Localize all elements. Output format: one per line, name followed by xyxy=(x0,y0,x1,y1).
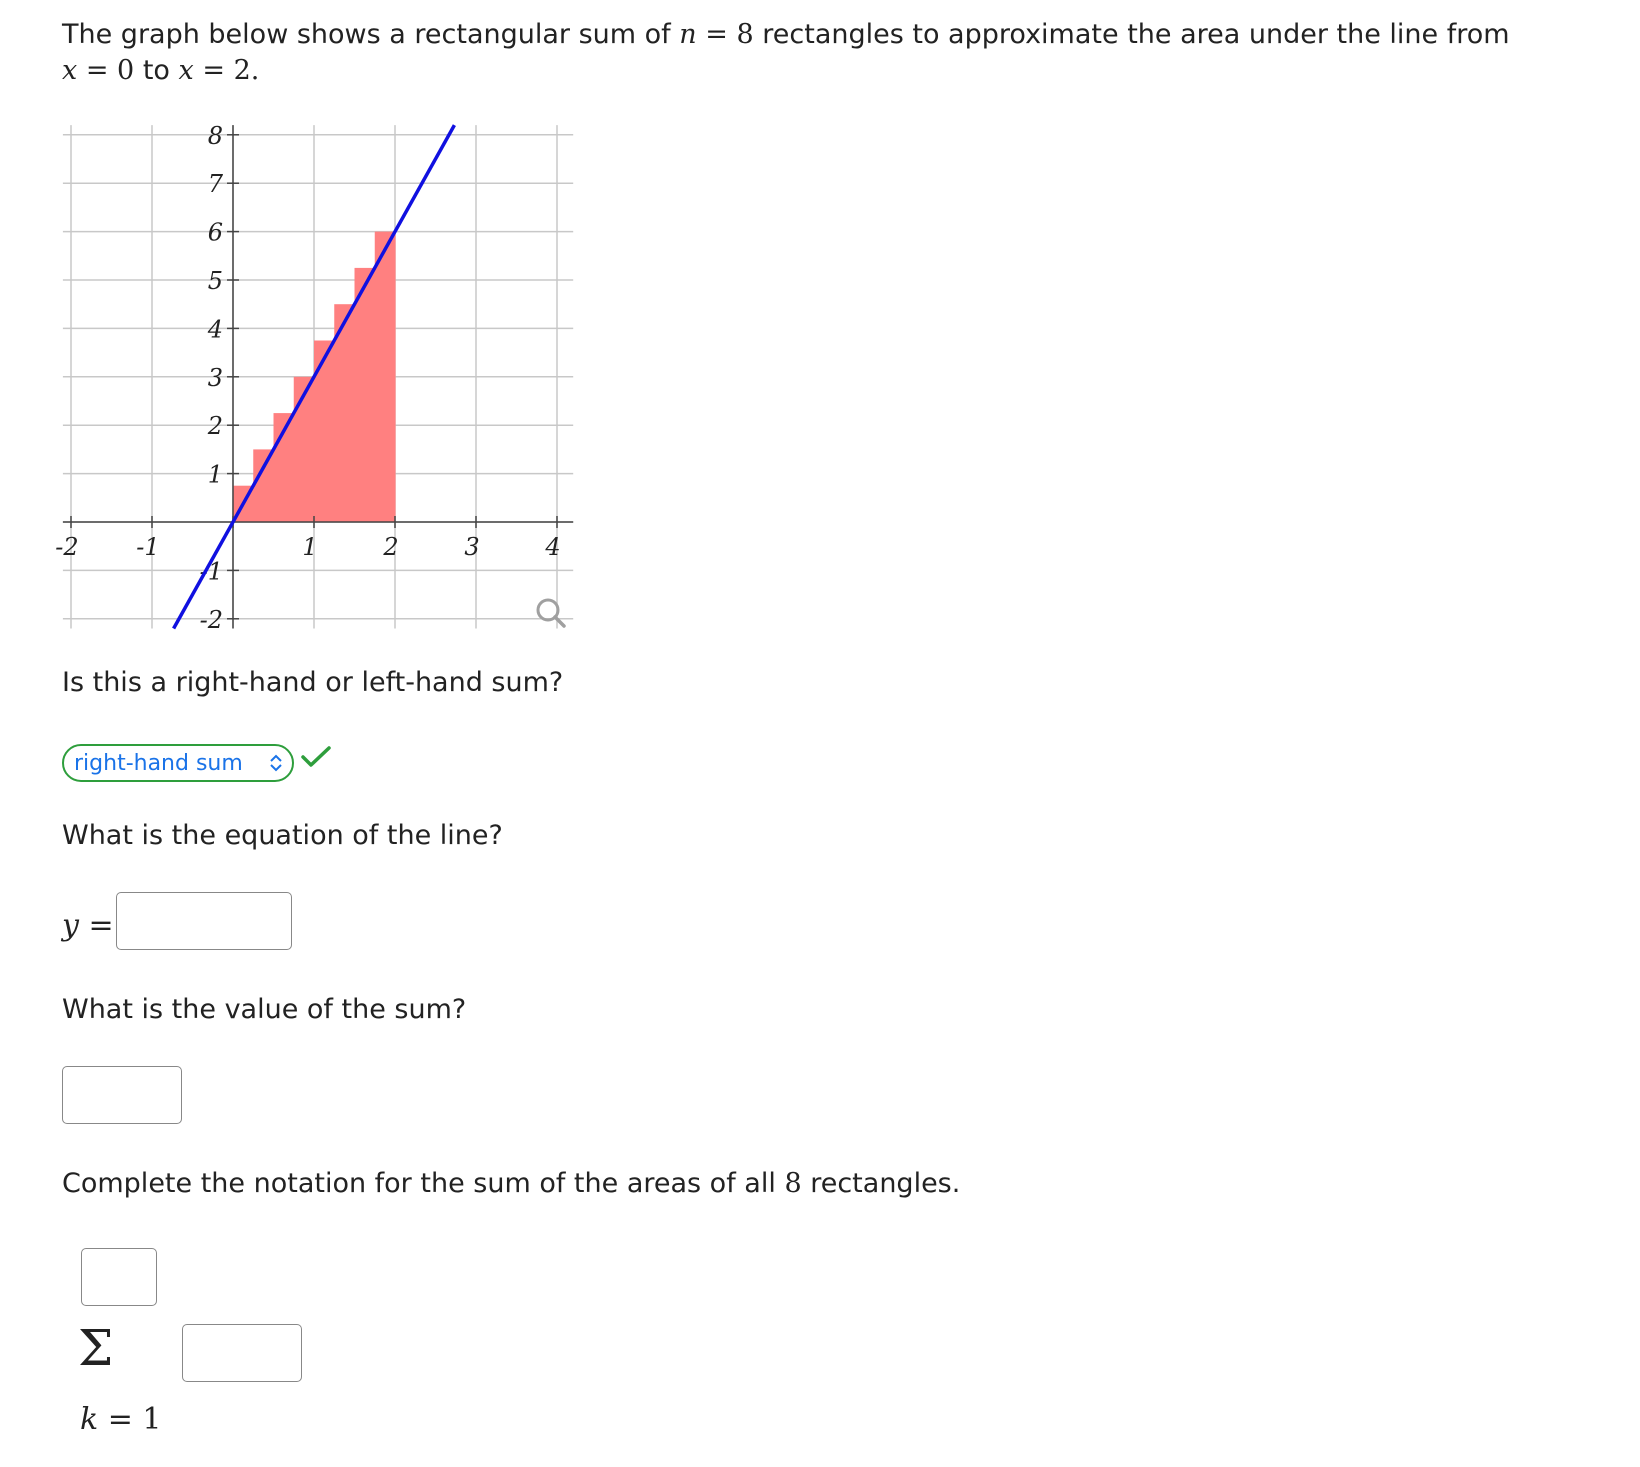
sum-value-input[interactable] xyxy=(62,1066,182,1124)
n-value: 8 xyxy=(736,19,754,50)
question-4-text xyxy=(62,1166,960,1202)
sum-type-select[interactable] xyxy=(62,744,294,782)
equals-sign: = xyxy=(202,55,225,86)
lower-index-value: 1 xyxy=(142,1402,162,1437)
x-variable: x xyxy=(62,55,78,86)
question-2-text: What is the equation of the line? xyxy=(62,820,503,851)
x-start-value: 0 xyxy=(117,55,135,86)
line-equation-input[interactable] xyxy=(116,892,292,950)
intro-middle: rectangles to approximate the area under the line from xyxy=(762,19,1510,50)
sigma-summand-input[interactable] xyxy=(182,1324,302,1382)
intro-prefix: The graph below shows a rectangular sum of xyxy=(62,19,671,50)
riemann-rectangle xyxy=(355,268,376,522)
equals-sign: = xyxy=(85,55,109,86)
y-variable: y xyxy=(62,908,79,943)
x-tick-label: 1 xyxy=(302,533,318,561)
sigma-symbol: Σ xyxy=(78,1319,114,1377)
x-tick-label: -2 xyxy=(55,533,79,561)
x-tick-label: -1 xyxy=(136,533,160,561)
checkmark-icon xyxy=(300,744,332,770)
equals-sign: = xyxy=(107,1402,133,1437)
to-word: to xyxy=(142,55,170,86)
k-variable: k xyxy=(80,1402,99,1437)
chevron-updown-icon xyxy=(268,753,284,773)
riemann-rectangle xyxy=(375,232,396,522)
y-tick-label: 8 xyxy=(207,121,223,150)
x-tick-label: 3 xyxy=(464,533,480,561)
question-4-prefix: Complete the notation for the sum of the areas of all xyxy=(62,1168,776,1199)
riemann-rectangle xyxy=(253,449,274,522)
magnifier-icon[interactable] xyxy=(538,600,564,626)
riemann-rectangle xyxy=(294,377,315,522)
y-tick-label: -1 xyxy=(199,557,223,586)
x-end-value: 2. xyxy=(233,55,260,86)
rectangle-count: 8 xyxy=(784,1168,802,1199)
y-equals-label xyxy=(62,908,114,944)
y-tick-label: 1 xyxy=(207,460,223,489)
y-tick-label: -2 xyxy=(199,605,223,634)
x-tick-label: 2 xyxy=(383,533,399,561)
question-1-text: Is this a right-hand or left-hand sum? xyxy=(62,667,564,698)
equals-sign: = xyxy=(705,19,728,50)
y-tick-label: 5 xyxy=(207,267,223,295)
y-tick-label: 2 xyxy=(207,412,223,441)
sum-type-selected-value: right-hand sum xyxy=(74,750,243,776)
sigma-lower-index xyxy=(80,1402,162,1438)
question-4-suffix: rectangles. xyxy=(810,1168,961,1199)
x-tick-label: 4 xyxy=(545,533,561,561)
x-variable: x xyxy=(178,55,194,86)
sigma-upper-limit-input[interactable] xyxy=(81,1248,157,1306)
question-3-text: What is the value of the sum? xyxy=(62,994,467,1025)
y-tick-label: 3 xyxy=(207,363,223,392)
y-tick-label: 6 xyxy=(207,218,223,247)
equals-sign: = xyxy=(88,908,114,943)
y-tick-label: 4 xyxy=(207,315,223,344)
riemann-sum-graph xyxy=(0,0,580,640)
y-tick-label: 7 xyxy=(207,170,223,199)
n-variable: n xyxy=(679,19,697,50)
